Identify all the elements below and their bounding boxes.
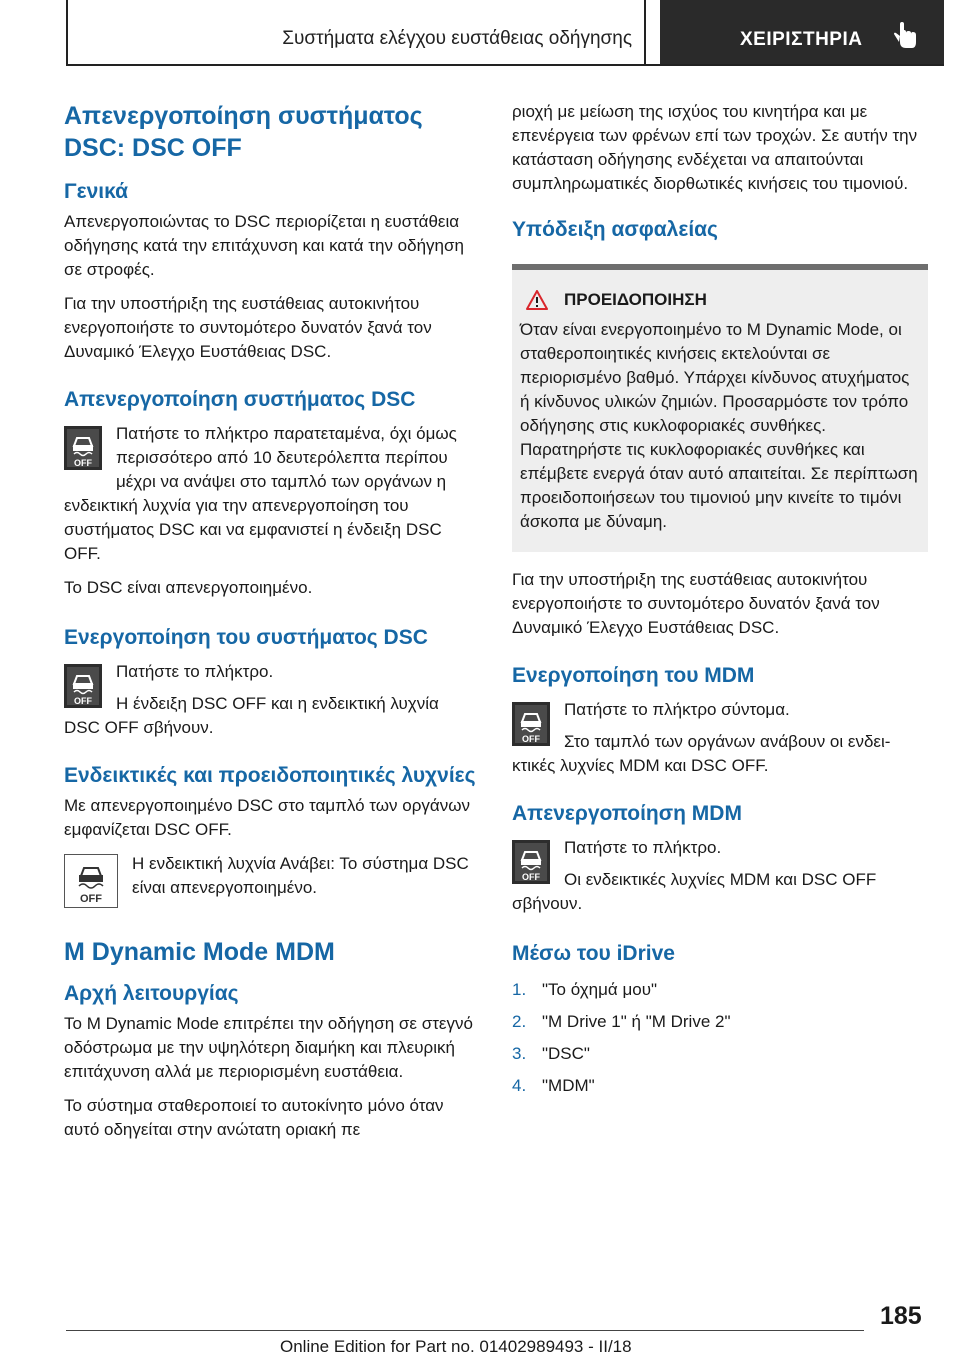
list-item — [512, 1006, 928, 1038]
step-text: "Το όχημά μου" — [542, 980, 658, 999]
paragraph: Πατήστε το πλήκτρο παρατεταμένα, όχι όμως περισσότερο από 10 δευτερόλεπτα περίπου μέχρι να ανάψει στο ταμπλό των οργάνων η ενδεικτική λυχνία για την απενεργοποίηση του συστήματος DSC και να εμφανιστεί η ένδειξη DSC OFF. — [64, 424, 457, 563]
step-number: 2. — [512, 1012, 527, 1031]
dsc-off-button-icon — [64, 426, 102, 470]
heading-activate-mdm: Ενεργοποίηση του MDM — [512, 664, 755, 687]
step-number: 3. — [512, 1044, 527, 1063]
paragraph: Στο ταμπλό των οργάνων ανάβουν οι ενδεικτικές λυχνίες MDM και DSC OFF. — [512, 732, 891, 775]
heading-principle: Αρχή λειτουργίας — [64, 982, 239, 1005]
paragraph: Η ένδειξη DSC OFF και η ενδεικτική λυχνία DSC OFF σβήνουν. — [64, 694, 439, 737]
list-item — [512, 1070, 928, 1102]
hand-pointer-icon — [892, 20, 918, 50]
warning-triangle-icon — [526, 290, 548, 310]
step-number: 1. — [512, 980, 527, 999]
paragraph: Η ενδεικτική λυχνία Ανάβει: Το σύστημα DSC είναι απενεργοποιημένο. — [132, 854, 469, 897]
paragraph: Το σύστημα σταθεροποιεί το αυτοκίνητο μόνο όταν αυτό οδηγείται στην ανώτατη οριακή πε — [64, 1096, 444, 1139]
svg-text:OFF: OFF — [522, 872, 540, 882]
step-text: "MDM" — [542, 1076, 595, 1095]
paragraph: Οι ενδεικτικές λυχνίες MDM και DSC OFF σβήνουν. — [512, 870, 877, 913]
footer-edition: Online Edition for Part no. 01402989493 - II/18 — [280, 1337, 632, 1356]
heading-dsc-off: Απενεργοποίηση συστήματος DSC: DSC OFF — [64, 102, 423, 162]
paragraph: Πατήστε το πλήκτρο σύντομα. — [564, 700, 790, 719]
step-number: 4. — [512, 1076, 527, 1095]
heading-lamps: Ενδεικτικές και προειδοποιητικές λυχνίες — [64, 764, 476, 787]
svg-text:OFF: OFF — [74, 696, 92, 706]
warning-title: ΠΡΟΕΙΔΟΠΟΙΗΣΗ — [564, 290, 707, 309]
chapter-tab-label: ΧΕΙΡΙΣΤΗΡΙΑ — [740, 29, 863, 50]
heading-mdm: M Dynamic Mode MDM — [64, 938, 335, 966]
dsc-off-lamp-icon — [64, 854, 118, 908]
svg-text:OFF: OFF — [522, 734, 540, 744]
list-item — [512, 974, 928, 1006]
paragraph: Το DSC είναι απενεργοποιημένο. — [64, 578, 313, 597]
heading-safety: Υπόδειξη ασφαλείας — [512, 218, 718, 241]
dsc-off-button-icon — [512, 840, 550, 884]
heading-idrive: Μέσω του iDrive — [512, 942, 675, 965]
header-rule — [66, 64, 944, 66]
paragraph: Το M Dynamic Mode επιτρέπει την οδήγηση σε στεγνό οδόστρωμα με την υψηλότερη διαμήκη και πλευρική επιτάχυνση αλλά με περιορισμένη ευστάθεια. — [64, 1014, 473, 1081]
warning-title-row — [520, 290, 920, 310]
paragraph: Πατήστε το πλήκτρο. — [564, 838, 722, 857]
heading-deactivate-dsc: Απενεργοποίηση συστήματος DSC — [64, 388, 416, 411]
idrive-steps — [512, 974, 928, 1102]
chapter-tab[interactable] — [660, 0, 944, 64]
warning-box — [512, 264, 928, 552]
warning-text: Όταν είναι ενεργοποιημένο το M Dynamic Mode, οι σταθεροποιητικές κινήσεις εκτελούνται σε περιορισμένο βαθμό. Υπάρχει κίνδυνος ατυχήματος ή κίνδυνος υλικών ζημιών. Προσαρμόστε τον τρόπο οδήγησης στις κυκλοφοριακές συνθήκες. Παρατηρήστε τις κυκλοφοριακές συνθήκες και επέμβετε ενεργά όταν αυτό απαιτείται. Σε περίπτωση προειδοποιήσεων του τιμονιού μην κινείτε το τιμόνι άσκοπα με δύναμη. — [520, 320, 918, 531]
paragraph: Πατήστε το πλήκτρο. — [116, 662, 274, 681]
heading-deactivate-mdm: Απενεργοποίηση MDM — [512, 802, 742, 825]
page-number: 185 — [880, 1302, 922, 1330]
dsc-off-button-icon — [64, 664, 102, 708]
paragraph: Για την υποστήριξη της ευστάθειας αυτοκινήτου ενεργοποιήστε το συντομότερο δυνατόν ξανά τον Δυναμικό Έλεγχο Ευστάθειας DSC. — [512, 570, 880, 637]
svg-text:OFF: OFF — [80, 893, 102, 905]
svg-text:OFF: OFF — [74, 458, 92, 468]
paragraph: Με απενεργοποιημένο DSC στο ταμπλό των οργάνων εμφανίζεται DSC OFF. — [64, 796, 470, 839]
paragraph: Για την υποστήριξη της ευστάθειας αυτοκινήτου ενεργοποιήστε το συντομότερο δυνατόν ξανά τον Δυναμικό Έλεγχο Ευστάθειας DSC. — [64, 294, 432, 361]
step-text: "DSC" — [542, 1044, 590, 1063]
paragraph: ριοχή με μείωση της ισχύος του κινητήρα και με επενέργεια των φρένων επί των τροχών. Σε αυτήν την κατάσταση οδήγησης ενδέχεται να απαιτούνται συμπληρωματικές διορθωτικές κινήσεις του τιμονιού. — [512, 102, 918, 193]
heading-general: Γενικά — [64, 180, 129, 203]
paragraph: Απενεργοποιώντας το DSC περιορίζεται η ευστάθεια οδήγησης κατά την επιτάχυνση και κατά την οδήγηση σε στροφές. — [64, 212, 464, 279]
section-title: Συστήματα ελέγχου ευστάθειας οδήγησης — [282, 28, 632, 49]
heading-activate-dsc: Ενεργοποίηση του συστήματος DSC — [64, 626, 428, 649]
dsc-off-button-icon — [512, 702, 550, 746]
step-text: "M Drive 1" ή "M Drive 2" — [542, 1012, 731, 1031]
left-column — [64, 100, 478, 1142]
list-item — [512, 1038, 928, 1070]
right-column — [512, 100, 928, 1102]
footer-rule — [66, 1330, 864, 1331]
